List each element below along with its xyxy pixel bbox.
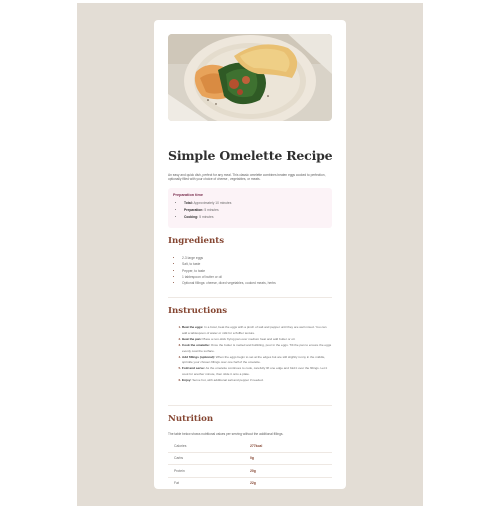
- recipe-intro: An easy and quick dish, perfect for any meal. This classic omelette combines beaten eggs cooked to perfection, optionally filled with your choice of cheese , vegetables, or meats.: [168, 173, 326, 182]
- nutrient-value: 20g: [250, 465, 332, 478]
- preparation-heading: Preparation time: [173, 193, 203, 197]
- nutrient-name: Protein: [168, 465, 250, 478]
- preparation-time-box: [168, 188, 332, 228]
- nutrition-heading: Nutrition: [168, 414, 214, 424]
- instruction-step: 2. Heat the pan: Place a non-stick frying pan over medium heat and add butter or oil.: [182, 337, 332, 343]
- instructions-list: [176, 325, 332, 384]
- instructions-heading: Instructions: [168, 306, 228, 316]
- recipe-title: Simple Omelette Recipe: [168, 148, 333, 163]
- list-item: • Pepper, to taste: [182, 268, 276, 274]
- instruction-step: 6. Enjoy: Serve hot, with additional salt and pepper if needed.: [182, 378, 332, 384]
- nutrient-name: Carbs: [168, 452, 250, 465]
- table-row: [168, 440, 332, 452]
- preparation-item-preparation: • Preparation: 5 minutes: [184, 207, 231, 214]
- recipe-card: [154, 20, 346, 489]
- nutrient-name: Calories: [168, 440, 250, 452]
- list-item: • 1 tablespoon of butter or oil: [182, 274, 276, 280]
- instruction-step: 3. Cook the omelette: Once the butter is melted and bubbling, pour in the eggs. Tilt the pan to ensure the eggs evenly coat the surface.: [182, 343, 332, 355]
- preparation-list: [178, 200, 231, 221]
- divider: [168, 405, 332, 406]
- nutrient-value: 0g: [250, 452, 332, 465]
- divider: [168, 297, 332, 298]
- preparation-item-cooking: • Cooking: 5 minutes: [184, 214, 231, 221]
- instruction-step: 5. Fold and serve: As the omelette continues to cook, carefully lift one edge and fold it over the fillings. Let it cook for another minute, then slide it onto a plate.: [182, 366, 332, 378]
- omelette-photo-icon: [168, 34, 332, 121]
- ingredients-heading: Ingredients: [168, 236, 225, 246]
- table-row: [168, 452, 332, 465]
- instruction-step: 1. Beat the eggs: In a bowl, beat the eggs with a pinch of salt and pepper until they are well mixed. You can add a tablespoon of water or milk for a fluffier texture.: [182, 325, 332, 337]
- list-item: • Optional fillings: cheese, diced vegetables, cooked meats, herbs: [182, 280, 276, 286]
- table-row: [168, 477, 332, 489]
- ingredients-list: [176, 255, 276, 286]
- instruction-step: 4. Add fillings (optional): When the eggs begin to set at the edges but are still slightly runny in the middle, sprinkle your chosen fillings over one half of the omelette.: [182, 355, 332, 367]
- list-item: • Salt, to taste: [182, 261, 276, 267]
- nutrition-table: [168, 440, 332, 489]
- table-row: [168, 465, 332, 478]
- nutrient-name: Fat: [174, 481, 179, 486]
- preparation-item-total: • Total: Approximately 10 minutes: [184, 200, 231, 207]
- nutrient-value: 22g: [250, 481, 256, 486]
- hero-image: [168, 34, 332, 121]
- nutrition-intro: The table below shows nutritional values per serving without the additional fillings.: [168, 432, 284, 436]
- list-item: • 2-3 large eggs: [182, 255, 276, 261]
- nutrient-value: 277kcal: [250, 440, 332, 452]
